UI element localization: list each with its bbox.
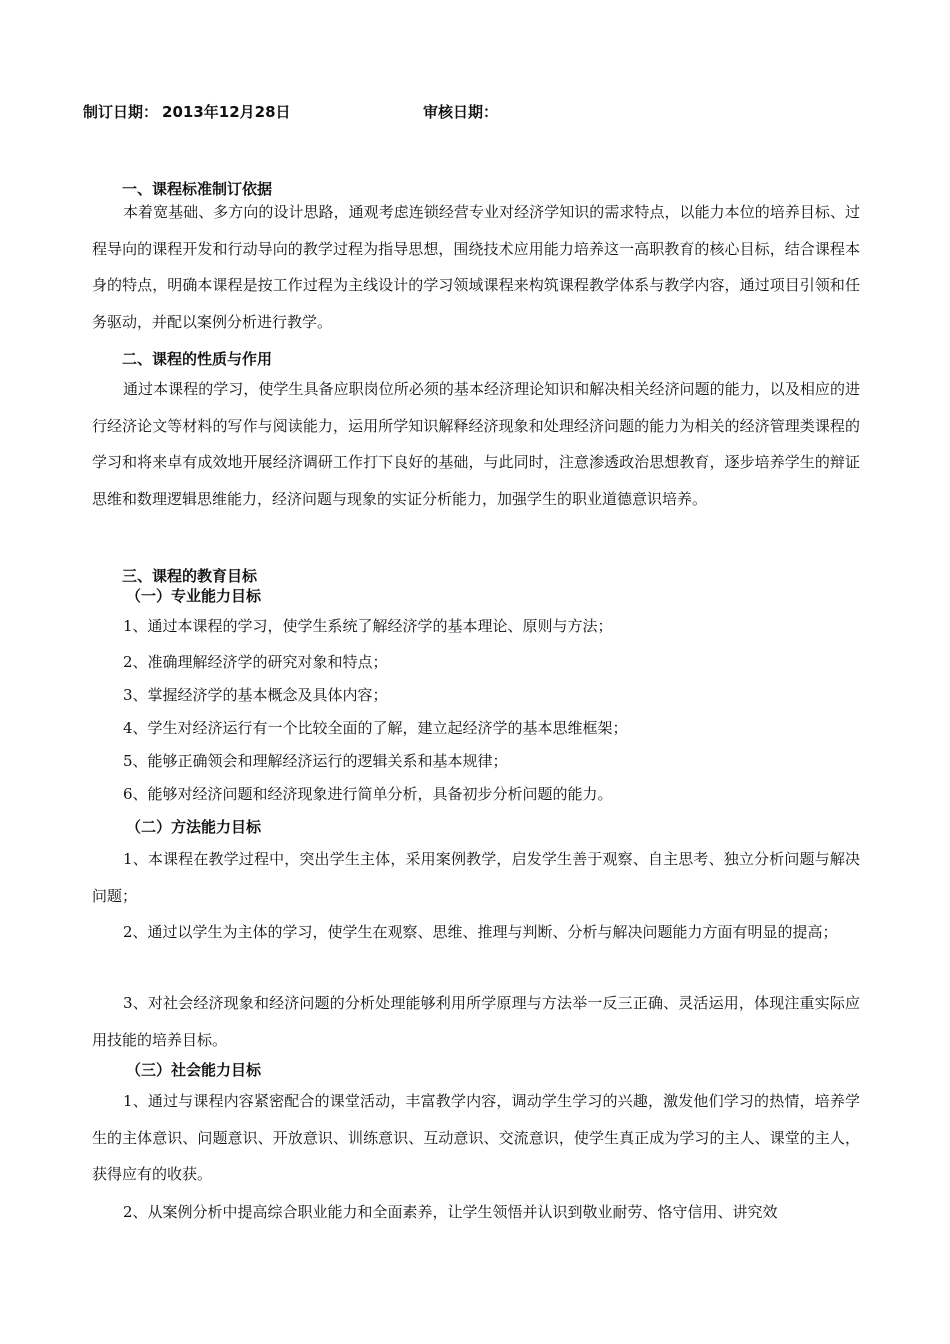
section-3-heading: 三、课程的教育目标 [122, 567, 258, 585]
list-item: 1、通过与课程内容紧密配合的课堂活动，丰富教学内容，调动学生学习的兴趣，激发他们学习的热情，培养学生的主体意识、问题意识、开放意识、训练意识、互动意识、交流意识，使学生真正成为学习的主人、课堂的主人，获得应有的收获。 [92, 1092, 860, 1183]
list-item: 6、能够对经济问题和经济现象进行简单分析，具备初步分析问题的能力。 [123, 785, 613, 803]
list-item: 4、学生对经济运行有一个比较全面的了解，建立起经济学的基本思维框架； [123, 719, 628, 737]
review-date [423, 101, 498, 122]
review-date-label: 审核日期： [423, 103, 499, 121]
list-item: 5、能够正确领会和理解经济运行的逻辑关系和基本规律； [123, 752, 508, 770]
section-2-paragraph: 通过本课程的学习，使学生具备应职岗位所必须的基本经济理论知识和解决相关经济问题的能力，以及相应的进行经济论文等材料的写作与阅读能力，运用所学知识解释经济现象和处理经济问题的能力为相关的经济管理类课程的学习和将来卓有成效地开展经济调研工作打下良好的基础，与此同时，注意渗透政治思想教育，逐步培养学生的辩证思维和数理逻辑思维能力，经济问题与现象的实证分析能力，加强学生的职业道德意识培养。 [92, 380, 860, 508]
list-item: 2、从案例分析中提高综合职业能力和全面素养，让学生领悟并认识到敬业耐劳、恪守信用、讲究效 [123, 1203, 778, 1221]
list-item: 1、本课程在教学过程中，突出学生主体，采用案例教学，启发学生善于观察、自主思考、独立分析问题与解决问题； [92, 850, 860, 905]
subsection-3-heading: （三）社会能力目标 [126, 1061, 262, 1079]
list-item: 3、掌握经济学的基本概念及具体内容； [123, 686, 388, 704]
subsection-2-heading: （二）方法能力目标 [126, 818, 262, 836]
made-date [83, 101, 291, 122]
section-1-paragraph: 本着宽基础、多方向的设计思路，通观考虑连锁经营专业对经济学知识的需求特点，以能力本位的培养目标、过程导向的课程开发和行动导向的教学过程为指导思想，围绕技术应用能力培养这一高职教育的核心目标，结合课程本身的特点，明确本课程是按工作过程为主线设计的学习领域课程来构筑课程教学体系与教学内容，通过项目引领和任务驱动，并配以案例分析进行教学。 [92, 203, 860, 331]
list-item: 2、准确理解经济学的研究对象和特点； [123, 653, 388, 671]
section-2-heading: 二、课程的性质与作用 [122, 350, 273, 368]
subsection-1-heading: （一）专业能力目标 [126, 587, 262, 605]
made-date-value: 2013年12月28日 [162, 103, 291, 121]
list-item: 1、通过本课程的学习，使学生系统了解经济学的基本理论、原则与方法； [123, 617, 613, 635]
section-1-heading: 一、课程标准制订依据 [122, 180, 273, 198]
list-item: 2、通过以学生为主体的学习，使学生在观察、思维、推理与判断、分析与解决问题能力方面有明显的提高； [123, 923, 838, 941]
list-item: 3、对社会经济现象和经济问题的分析处理能够利用所学原理与方法举一反三正确、灵活运用，体现注重实际应用技能的培养目标。 [92, 994, 860, 1049]
made-date-label: 制订日期： [83, 103, 159, 121]
